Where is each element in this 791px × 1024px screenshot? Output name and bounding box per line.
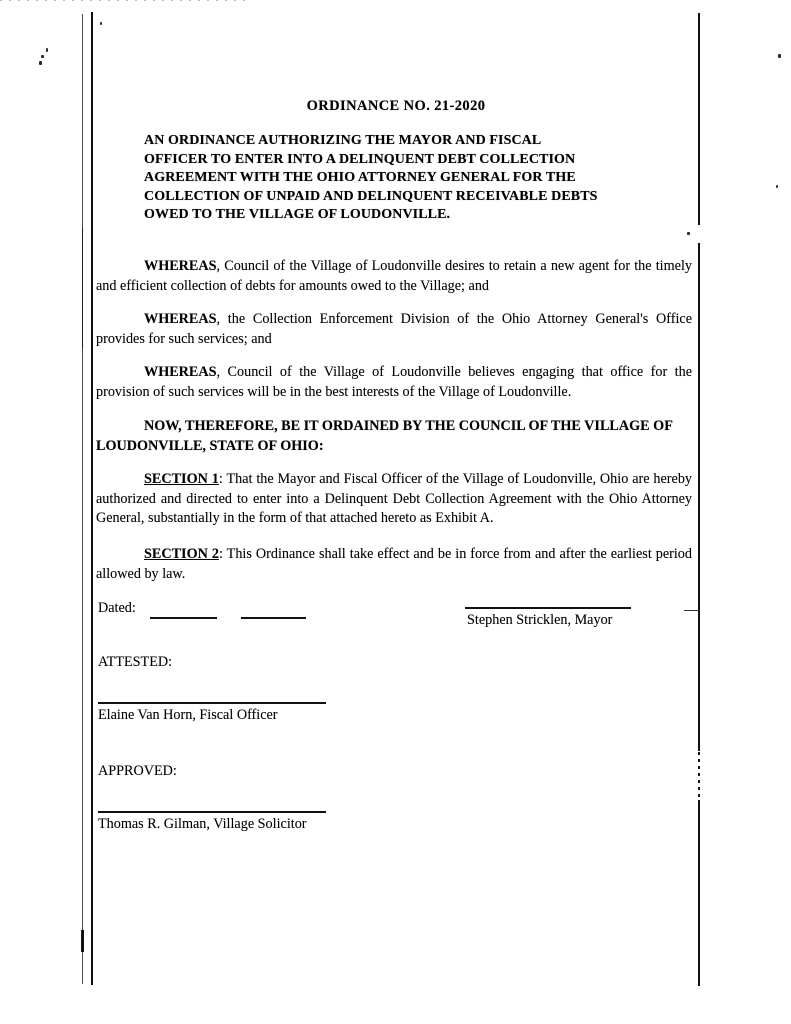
section-2 [96, 545, 692, 584]
dated-blank-line-2 [241, 617, 306, 619]
ordinance-title-block [144, 132, 696, 225]
scan-speck [46, 48, 48, 52]
whereas-body: , the Collection Enforcement Division of the Ohio Attorney General's Office provides for such services; and [96, 311, 692, 347]
ordinance-title-line: COLLECTION OF UNPAID AND DELINQUENT RECEIVABLE DEBTS [144, 188, 598, 204]
page-right-edge-line-dotted [698, 752, 700, 800]
scan-speck [39, 61, 42, 65]
page-right-edge-line-lower [698, 800, 700, 986]
ordinance-title-line: OFFICER TO ENTER INTO A DELINQUENT DEBT COLLECTION [144, 151, 576, 167]
section-2-separator: : [218, 546, 227, 563]
fiscal-officer-name: Elaine Van Horn, Fiscal Officer [98, 707, 278, 723]
mayor-name: Stephen Stricklen, Mayor [467, 612, 613, 628]
document-body [96, 0, 696, 1024]
solicitor-name: Thomas R. Gilman, Village Solicitor [98, 816, 307, 832]
whereas-clause-1 [96, 257, 692, 296]
whereas-clause-2 [96, 310, 692, 349]
page-right-edge-line-upper [698, 13, 700, 225]
scan-speck [41, 55, 44, 58]
page-left-outer-edge-line [82, 14, 83, 984]
section-2-label: SECTION 2 [144, 546, 219, 563]
dated-label: Dated: [98, 600, 136, 616]
enacting-clause-text: NOW, THEREFORE, BE IT ORDAINED BY THE COUNCIL OF THE VILLAGE OF LOUDONVILLE, STATE OF OHIO: [96, 418, 673, 454]
section-2-text: This Ordinance shall take effect and be in force from and after the earliest period allowed by law. [96, 546, 692, 582]
page-left-edge-blob [81, 930, 84, 952]
ordinance-title-line: AN ORDINANCE AUTHORIZING THE MAYOR AND FISCAL [144, 133, 542, 148]
section-1-label: SECTION 1 [144, 471, 219, 488]
enacting-clause [96, 417, 696, 456]
page-left-edge-line [91, 12, 93, 985]
whereas-body: , Council of the Village of Loudonville believes engaging that office for the provision of such services will be in the best interests of the Village of Loudonville. [96, 364, 692, 400]
mayor-signature-line [465, 607, 631, 609]
page-right-edge-line-middle [698, 243, 700, 751]
whereas-body: , Council of the Village of Loudonville desires to retain a new agent for the timely and efficient collection of debts for amounts owed to the Village; and [96, 258, 692, 294]
attested-label: ATTESTED: [98, 654, 173, 670]
whereas-lead-in: WHEREAS [144, 364, 217, 381]
fiscal-officer-signature-line [98, 702, 326, 704]
section-1-separator: : [218, 471, 227, 488]
scan-speck [778, 54, 781, 58]
section-1 [96, 470, 692, 528]
whereas-lead-in: WHEREAS [144, 311, 217, 328]
dated-blank-line-1 [150, 617, 217, 619]
page-left-edge-dash [82, 228, 83, 348]
whereas-clause-3 [96, 363, 692, 402]
ordinance-number-heading: ORDINANCE NO. 21-2020 [306, 98, 486, 114]
section-1-text: That the Mayor and Fiscal Officer of the Village of Loudonville, Ohio are hereby authorized and directed to enter into a Delinquent Debt Collection Agreement with the Ohio Attorney General, substantially in the form of that attached hereto as Exhibit A. [96, 471, 693, 526]
ordinance-title-line: AGREEMENT WITH THE OHIO ATTORNEY GENERAL FOR THE [144, 170, 576, 186]
scan-speck [776, 185, 778, 188]
ordinance-title-line: OWED TO THE VILLAGE OF LOUDONVILLE. [144, 207, 451, 223]
approved-label: APPROVED: [98, 763, 177, 779]
whereas-lead-in: WHEREAS [144, 258, 217, 275]
solicitor-signature-line [98, 811, 326, 813]
